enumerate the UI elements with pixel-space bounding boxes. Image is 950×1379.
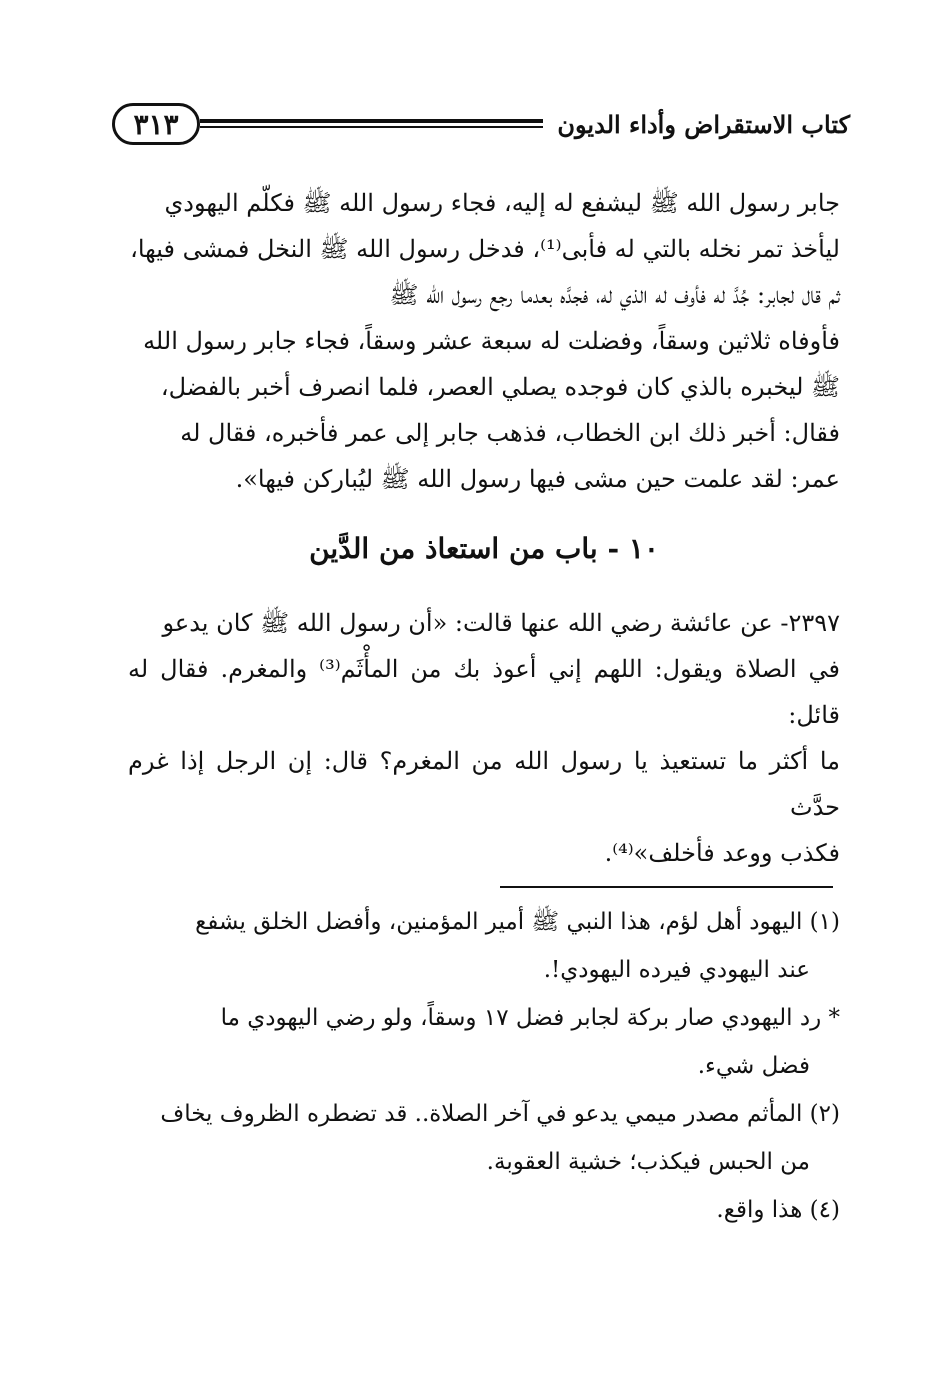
continuation-paragraph xyxy=(128,180,840,502)
chapter-heading: ١٠ - باب من استعاذ من الدَّين xyxy=(309,532,659,565)
header-rule-thin xyxy=(200,126,543,128)
text-line: فكذب ووعد فأخلف»⁽⁴⁾. xyxy=(604,839,840,867)
page-number-badge xyxy=(112,103,200,145)
text-line: فقال: أخبر ذلك ابن الخطاب، فذهب جابر إلى عمر فأخبره، فقال له xyxy=(180,419,840,447)
text-line: ﷺ ليخبره بالذي كان فوجده يصلي العصر، فلما انصرف أخبر بالفضل، xyxy=(160,373,840,401)
footnote-1-line: عند اليهودي فيرده اليهودي!. xyxy=(543,957,810,983)
footnote-2-line: من الحبس فيكذب؛ خشية العقوبة. xyxy=(486,1149,810,1175)
footnotes xyxy=(120,900,840,1236)
text-line: فأوفاه ثلاثين وسقاً، وفضلت له سبعة عشر وسقاً، فجاء جابر رسول الله xyxy=(143,327,840,355)
text-line: ليأخذ تمر نخله بالتي له فأبى⁽¹⁾، فدخل رسول الله ﷺ النخل فمشى فيها، xyxy=(130,235,840,263)
footnote-4: (٤) هذا واقع. xyxy=(716,1197,840,1223)
header-rule xyxy=(200,117,543,131)
text-line: ٢٣٩٧- عن عائشة رضي الله عنها قالت: «أن رسول الله ﷺ كان يدعو xyxy=(162,609,840,637)
footnote-star-line: * رد اليهودي صار بركة لجابر فضل ١٧ وسقاً، ولو رضي اليهودي ما xyxy=(220,1005,840,1031)
header-rule-thick xyxy=(200,119,543,123)
page-number: ٣١٣ xyxy=(133,107,179,141)
text-line: في الصلاة ويقول: اللهم إني أعوذ بك من المأْثَم⁽³⁾ والمغرم. فقال له قائل: xyxy=(128,655,840,729)
hadith-paragraph xyxy=(128,600,840,876)
text-line: ثم قال لجابر: جُدَّ له فأوف له الذي له، فجدَّه بعدما رجع رسول الله ﷺ xyxy=(389,281,840,309)
text-line: ما أكثر ما تستعيذ يا رسول الله من المغرم؟ قال: إن الرجل إذا غرم حدَّث xyxy=(128,747,840,821)
running-title: كتاب الاستقراض وأداء الديون xyxy=(557,109,850,139)
footnote-1-line: (١) اليهود أهل لؤم، هذا النبي ﷺ أمير المؤمنين، وأفضل الخلق يشفع xyxy=(195,909,840,935)
footnote-star-line: فضل شيء. xyxy=(697,1053,810,1079)
text-line: جابر رسول الله ﷺ ليشفع له إليه، فجاء رسول الله ﷺ فكلّم اليهودي xyxy=(164,189,840,217)
page-header xyxy=(112,94,850,154)
footnote-separator xyxy=(500,886,833,888)
text-line: عمر: لقد علمت حين مشى فيها رسول الله ﷺ ليُباركن فيها». xyxy=(235,465,840,493)
footnote-2-line: (٢) المأثم مصدر ميمي يدعو في آخر الصلاة.. قد تضطره الظروف يخاف xyxy=(160,1101,840,1127)
